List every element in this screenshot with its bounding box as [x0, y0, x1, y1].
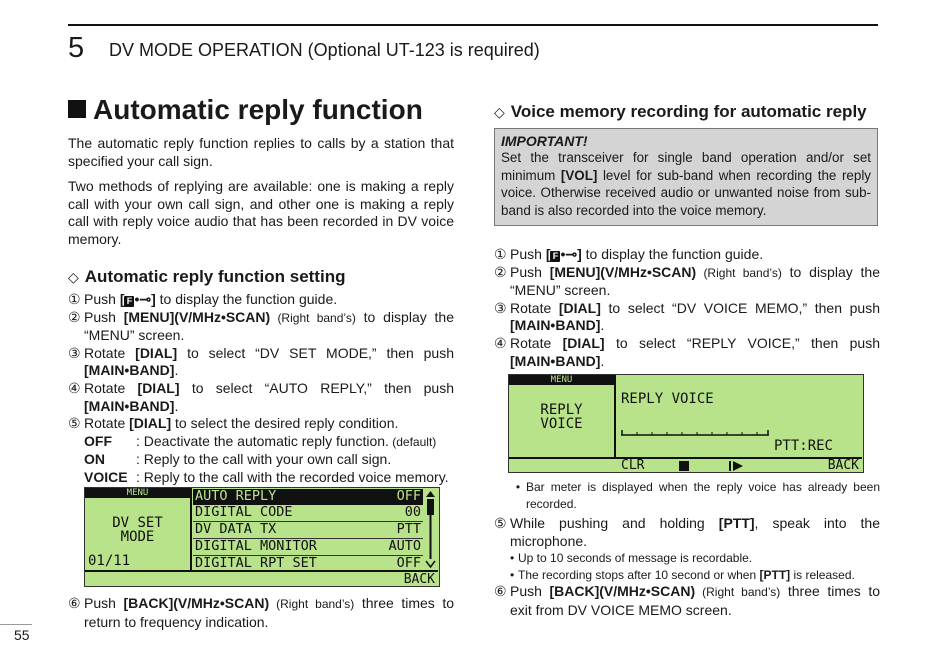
f-key-icon: F — [124, 296, 134, 307]
lcd-back-label: BACK — [827, 458, 859, 473]
chapter-title: DV MODE OPERATION (Optional UT-123 is required) — [109, 40, 540, 60]
option-voice: VOICE : Reply to the call with the recorded voice memory. — [84, 468, 449, 485]
header-rule — [68, 24, 878, 26]
lcd-reply-voice-screen — [508, 374, 864, 473]
setting-subheading: ◇ Automatic reply function setting — [68, 267, 346, 286]
lcd-row-selected: AUTO REPLY OFF — [195, 488, 421, 504]
bar-meter-icon — [621, 427, 771, 437]
note-bar-meter: • Bar meter is displayed when the reply voice has already been recorded. — [515, 480, 880, 511]
lcd-row: DIGITAL CODE 00 — [195, 504, 421, 520]
intro-block — [68, 135, 454, 249]
chapter-number: 5 — [68, 32, 85, 64]
important-box — [494, 128, 878, 226]
lcd-menu-screen — [84, 487, 440, 587]
step-5: ⑤ Rotate [DIAL] to select the desired reply condition. — [68, 415, 399, 432]
note-10-seconds: • Up to 10 seconds of message is recordable. — [510, 551, 753, 566]
step-3: ③ Rotate [DIAL] to select “DV SET MODE,” then push [MAIN•BAND]. — [68, 344, 454, 379]
lcd-menu-label: MENU — [509, 375, 614, 385]
step-1: ① Push [ F •⊸] to display the function guide. — [68, 291, 338, 307]
stop-icon — [679, 461, 689, 471]
lcd-clr-label: CLR — [621, 458, 645, 473]
square-bullet-icon — [68, 100, 86, 118]
voice-memory-notes — [494, 479, 880, 619]
important-text: Set the transceiver for single band operation and/or set minimum [VOL] level for sub-band when recording the reply voice. Otherwise received audio or unwanted noise from sub-band is also recorded into the voice memory. — [501, 150, 871, 218]
setting-steps — [68, 291, 454, 487]
section-title: Automatic reply function — [68, 94, 423, 126]
step-1: ① Push [ F •⊸] to display the function guide. — [494, 246, 764, 262]
function-key: [ F •⊸] — [545, 246, 582, 262]
lcd-mode-name: REPLY VOICE — [540, 402, 583, 432]
diamond-icon: ◇ — [68, 269, 79, 285]
step-4: ④ Rotate [DIAL] to select “AUTO REPLY,” then push [MAIN•BAND]. — [68, 379, 454, 414]
play-icon — [729, 460, 745, 472]
important-heading: IMPORTANT! — [501, 133, 588, 149]
page-number-rule — [0, 624, 32, 625]
lcd-scrollbar — [425, 490, 436, 568]
step-2: ② Push [MENU](V/MHz•SCAN) (Right band’s) to display the “MENU” screen. — [68, 308, 455, 344]
lcd-page-indicator: 01/11 — [88, 553, 131, 569]
step-3: ③ Rotate [DIAL] to select “DV VOICE MEMO,” then push [MAIN•BAND]. — [494, 299, 880, 334]
option-off: OFF : Deactivate the automatic reply function. (default) — [84, 432, 437, 449]
lcd-row: DV DATA TX PTT — [195, 521, 421, 537]
lcd-reply-voice-title: REPLY VOICE — [621, 391, 714, 407]
voice-memory-subheading: ◇ Voice memory recording for automatic reply — [494, 102, 867, 121]
note-recording-stop: • The recording stops after 10 second or when [PTT] is released. — [510, 567, 855, 582]
step-5: ⑤ While pushing and holding [PTT], speak into the microphone. — [494, 515, 880, 549]
step-6: ⑥ Push [BACK](V/MHz•SCAN) (Right band’s) three times to return to frequency indication. — [68, 595, 454, 630]
diamond-icon: ◇ — [494, 104, 505, 120]
lcd-row: DIGITAL MONITOR AUTO — [195, 538, 421, 554]
step-2: ② Push [MENU](V/MHz•SCAN) (Right band’s) to display the “MENU” screen. — [494, 263, 881, 299]
function-key: [ F •⊸] — [119, 291, 156, 307]
f-key-icon: F — [550, 251, 560, 262]
page-number: 55 — [14, 627, 30, 643]
lcd-status: PTT:REC — [773, 438, 833, 454]
voice-memory-steps — [494, 246, 880, 370]
step-4: ④ Rotate [DIAL] to select “REPLY VOICE,” then push [MAIN•BAND]. — [494, 334, 880, 369]
intro-paragraph-1: The automatic reply function replies to calls by a station that specified your call sign. — [68, 135, 454, 169]
lcd-mode-name: DV SET MODE — [112, 515, 163, 545]
option-on: ON : Reply to the call with your own call sign. — [84, 451, 392, 468]
lcd-row: DIGITAL RPT SET OFF — [195, 555, 421, 571]
intro-paragraph-2: Two methods of replying are available: one is making a reply call with your own call sign, and other one is making a reply call with reply voice audio that has been recorded in DV voice memory. — [68, 178, 454, 247]
step-6: ⑥ Push [BACK](V/MHz•SCAN) (Right band’s) three times to exit from DV VOICE MEMO screen. — [494, 583, 880, 618]
scroll-arrows-icon — [425, 490, 436, 568]
lcd-menu-label: MENU — [85, 488, 190, 498]
lcd-menu-list — [193, 489, 423, 571]
lcd-back-label: BACK — [403, 572, 435, 587]
